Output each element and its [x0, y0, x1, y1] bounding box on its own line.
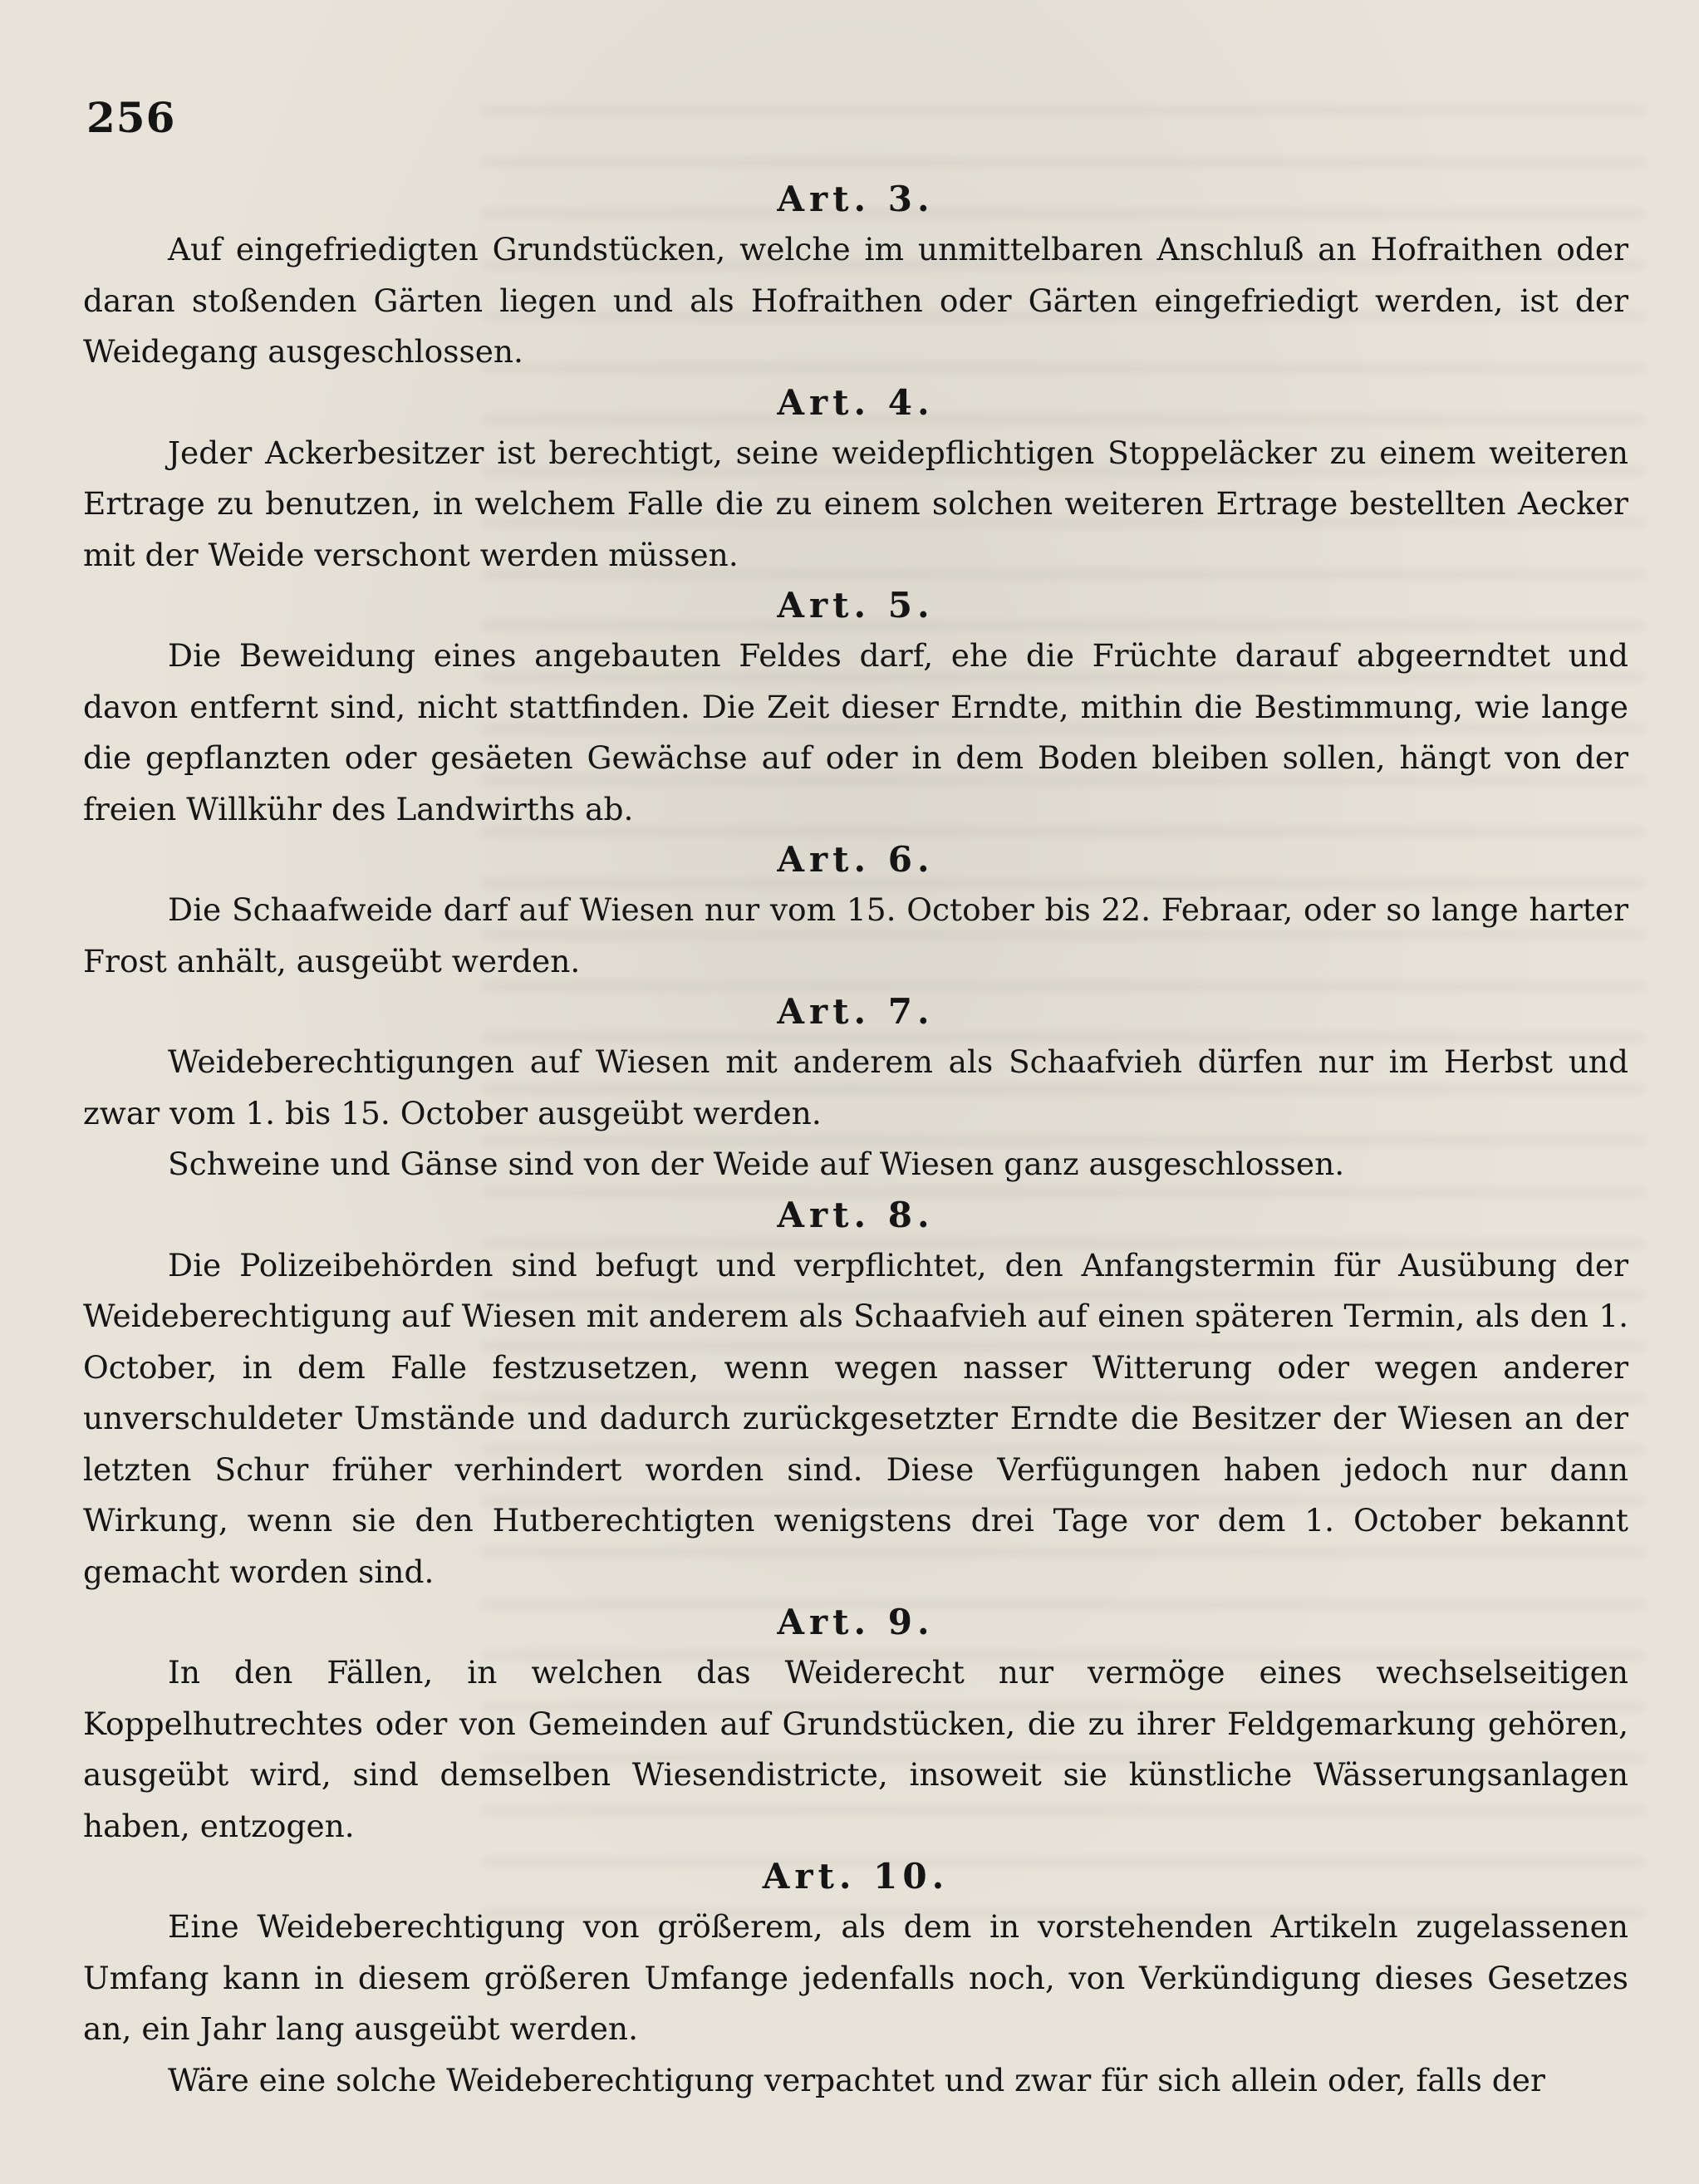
article-paragraph: Jeder Ackerbesitzer ist berechtigt, seine weidepflichtigen Stoppeläcker zu einem weiteren Ertrage zu benutzen, in welchem Falle die zu einem solchen weiteren Ertrage bestellten Aecker mit der Weide verschont werden müssen. — [83, 434, 1628, 573]
article-heading: Art. 9. — [777, 1602, 935, 1642]
article-heading: Art. 8. — [777, 1194, 935, 1235]
article-heading: Art. 3. — [777, 179, 935, 219]
article-heading: Art. 5. — [777, 585, 935, 626]
article-10 — [83, 1852, 1628, 2106]
page-body — [83, 174, 1628, 2106]
article-paragraph: Wäre eine solche Weideberechtigung verpachtet und zwar für sich allein oder, falls der — [168, 2061, 1545, 2098]
article-9 — [83, 1598, 1628, 1852]
page-number: 256 — [86, 93, 176, 142]
article-paragraph: Auf eingefriedigten Grundstücken, welche im unmittelbaren Anschluß an Hofraithen oder daran stoßenden Gärten liegen und als Hofraithen oder Gärten eingefriedigt werden, ist der Weidegang ausgeschlossen. — [83, 231, 1628, 370]
article-3 — [83, 174, 1628, 378]
article-4 — [83, 378, 1628, 582]
article-heading: Art. 7. — [777, 991, 935, 1032]
article-5 — [83, 581, 1628, 835]
article-paragraph: Die Schaafweide darf auf Wiesen nur vom 15. October bis 22. Febraar, oder so lange harter Frost anhält, ausgeübt werden. — [83, 891, 1628, 979]
article-paragraph: Eine Weideberechtigung von größerem, als dem in vorstehenden Artikeln zugelassenen Umfang kann in diesem größeren Umfange jedenfalls noch, von Verkündigung dieses Gesetzes an, ein Jahr lang ausgeübt werden. — [83, 1908, 1628, 2047]
article-heading: Art. 10. — [762, 1856, 950, 1897]
article-paragraph: Schweine und Gänse sind von der Weide auf Wiesen ganz ausgeschlossen. — [168, 1146, 1345, 1182]
article-heading: Art. 6. — [777, 839, 935, 880]
article-paragraph: Weideberechtigungen auf Wiesen mit anderem als Schaafvieh dürfen nur im Herbst und zwar vom 1. bis 15. October ausgeübt werden. — [83, 1043, 1628, 1131]
article-paragraph: Die Beweidung eines angebauten Feldes darf, ehe die Früchte darauf abgeerndtet und davon entfernt sind, nicht stattfinden. Die Zeit dieser Erndte, mithin die Bestimmung, wie lange die gepflanzten oder gesäeten Gewächse auf oder in dem Boden bleiben sollen, hängt von der freien Willkühr des Landwirths ab. — [83, 637, 1628, 827]
article-heading: Art. 4. — [777, 381, 935, 423]
article-7 — [83, 987, 1628, 1190]
article-paragraph: In den Fällen, in welchen das Weiderecht nur vermöge eines wechselseitigen Koppelhutrechtes oder von Gemeinden auf Grundstücken, die zu ihrer Feldgemarkung gehören, ausgeübt wird, sind demselben Wiesendistricte, insoweit sie künstliche Wässerungsanlagen haben, entzogen. — [83, 1654, 1628, 1844]
article-6 — [83, 835, 1628, 987]
article-8 — [83, 1190, 1628, 1598]
article-paragraph: Die Polizeibehörden sind befugt und verpflichtet, den Anfangstermin für Ausübung der Weideberechtigung auf Wiesen mit anderem als Schaafvieh auf einen späteren Termin, als den 1. October, in dem Falle festzusetzen, wenn wegen nasser Witterung oder wegen anderer unverschuldeter Umstände und dadurch zurückgesetzter Erndte die Besitzer der Wiesen an der letzten Schur früher verhindert worden sind. Diese Verfügungen haben jedoch nur dann Wirkung, wenn sie den Hutberechtigten wenigstens drei Tage vor dem 1. October bekannt gemacht worden sind. — [83, 1246, 1628, 1590]
